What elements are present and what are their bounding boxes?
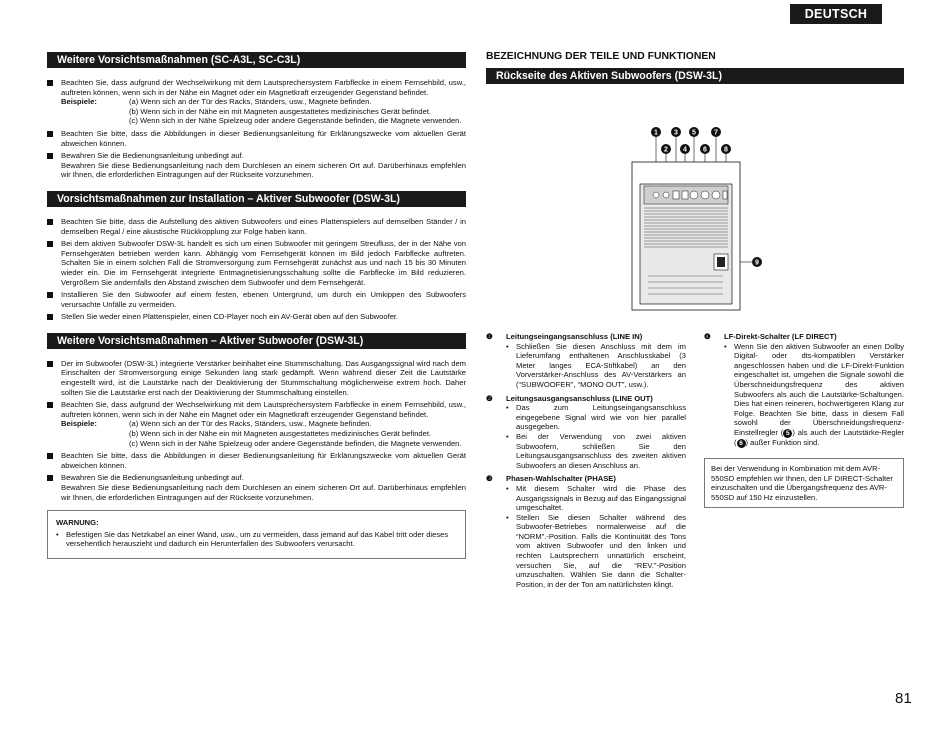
callout-7: 7 (714, 129, 718, 137)
warning-text: • Befestigen Sie das Netzkabel an einer Wand, usw., um zu vermeiden, dass jemand auf das Kabel tritt oder dieses versehentlich herauszieht und dadurch ein Herunterfallen des Subwoofers verursacht. (56, 530, 457, 549)
parts-heading: BEZEICHNUNG DER TEILE UND FUNKTIONEN (486, 51, 716, 62)
warning-title: WARNUNG: (56, 518, 99, 528)
parts-list (486, 332, 904, 593)
examples (61, 97, 466, 126)
section-title-subwoofer: Weitere Vorsichtsmaßnahmen – Aktiver Subwoofer (DSW-3L) (47, 333, 466, 349)
example-b: (b) Wenn sich in der Nähe ein mit Magneten ausgestattetes medizinisches Gerät befindet. (129, 106, 432, 116)
paragraph: Beachten Sie, dass aufgrund der Wechselwirkung mit dem Lautsprechersystem Farbflecke in einem Fernsehbild, usw., auftreten können, wenn sich in der Nähe ein Magnet oder ein Magnetkraft erzeugender Gegenstand befindet. (61, 78, 466, 97)
examples-label: Beispiele: (61, 419, 97, 429)
paragraph: Bewahren Sie die Bedienungsanleitung unbedingt auf. (61, 151, 244, 161)
paragraph: Bewahren Sie diese Bedienungsanleitung nach dem Durchlesen an einem sicheren Ort auf. Darüberhinaus empfehlen wir Ihnen, die erforderlichen Eintragungen auf der Rückseite vorzunehmen. (61, 483, 466, 502)
part-title: Leitungseingangsanschluss (LINE IN) (506, 332, 643, 341)
callout-9: 9 (755, 259, 759, 267)
part-bullet (724, 342, 904, 448)
bullet-text (47, 78, 466, 126)
example-a: (a) Wenn sich an der Tür des Racks, Ständers, usw., Magnete befinden. (129, 419, 372, 429)
callout-8: 8 (724, 146, 728, 154)
part-item (486, 394, 686, 471)
section-title-installation: Vorsichtsmaßnahmen zur Installation – Aktiver Subwoofer (DSW-3L) (47, 191, 466, 207)
section-title-rear-panel: Rückseite des Aktiven Subwoofers (DSW-3L) (486, 68, 904, 84)
right-column (486, 51, 904, 589)
bullet-text-b: ) als auch der Lautstärke-Regler ( (734, 427, 904, 447)
part-title: Leitungsausgangsanschluss (LINE OUT) (506, 393, 653, 403)
part-item (486, 474, 686, 589)
bullet-text: Installieren Sie den Subwoofer auf einem festen, ebenen Untergrund, um durch ein Umkippen des Subwoofers verursachte Unfälle zu vermeiden. (47, 290, 466, 309)
callout-2: 2 (664, 146, 668, 154)
section-title-sc: Weitere Vorsichtsmaßnahmen (SC-A3L, SC-C3L) (47, 52, 466, 68)
examples (61, 419, 466, 448)
parts-column-right (704, 332, 904, 593)
part-title: Phasen-Wahlschalter (PHASE) (506, 474, 616, 484)
parts-column-left (486, 332, 686, 593)
callout-6: 6 (703, 146, 707, 154)
example-b: (b) Wenn sich in der Nähe ein mit Magneten ausgestattetes medizinisches Gerät befindet. (129, 429, 432, 439)
examples-label: Beispiele: (61, 97, 97, 107)
part-title: LF-Direkt-Schalter (LF DIRECT) (724, 332, 837, 341)
part-number: ❷ (486, 393, 493, 403)
example-c: (c) Wenn sich in der Nähe Spielzeug oder andere Gegenstände befinden, die Magnete verwenden. (129, 116, 462, 126)
note-box: Bei der Verwendung in Kombination mit dem AVR-550SD empfehlen wir Ihnen, den LF DIRECT-Schalter einzuschalten und die Übergangsfrequenz des AVR-550SD auf 150 Hz einzustellen. (704, 458, 904, 508)
bullet-text: Beachten Sie bitte, dass die Aufstellung des aktiven Subwoofers und eines Plattenspielers auf demselben Ständer / in demselben Regal / eine akustische Rückkopplung zur Folge haben kann. (47, 217, 466, 236)
page-number: 81 (895, 690, 912, 707)
part-number: ❶ (486, 332, 493, 341)
part-number: ❸ (486, 474, 493, 484)
callout-row-bottom (661, 144, 731, 154)
part-item (704, 332, 904, 448)
part-bullet: • Das zum Leitungseingangsanschluss eingegebene Signal wird wie von hier parallel ausgegeben. (506, 403, 686, 432)
language-tab: DEUTSCH (790, 4, 882, 24)
ref-6: 6 (737, 439, 746, 448)
bullet-text: Beachten Sie bitte, dass die Abbildungen in dieser Bedienungsanleitung für Erklärungszwecke vom aktuellen Gerät abweichen können. (47, 129, 466, 148)
example-a: (a) Wenn sich an der Tür des Racks, Ständers, usw., Magnete befinden. (129, 97, 372, 107)
callout-row-top (651, 127, 721, 137)
rear-panel-diagram (628, 126, 774, 316)
paragraph: Beachten Sie, dass aufgrund der Wechselwirkung mit dem Lautsprechersystem Farbflecke in einem Fernsehbild, usw., auftreten können, wenn sich in der Nähe ein Magnet oder ein Magnetkraft erzeugender Gegenstand befindet. (61, 400, 466, 419)
paragraph: Bewahren Sie diese Bedienungsanleitung nach dem Durchlesen an einem sicheren Ort auf. Darüberhinaus empfehlen wir Ihnen, die erforderlichen Eintragungen auf der Rückseite vorzunehmen. (61, 160, 466, 180)
bullet-text (47, 151, 466, 180)
bullet-text: Stellen Sie weder einen Plattenspieler, einen CD-Player noch ein AV-Gerät oben auf den Subwoofer. (47, 312, 466, 322)
bullet-text (47, 400, 466, 448)
callout-4: 4 (683, 146, 687, 154)
bullet-text-c: ) außer Funktion sind. (745, 437, 820, 447)
part-bullet: • Schließen Sie diesen Anschluss mit dem im Lieferumfang enthaltenen Anschlusskabel (3 Meter langes ECA-Stiftkabel) an den Vorverstärker-Anschluss des AV-Verstärkers an (“SUBWOOFER”, “MONO OUT”, usw.). (506, 342, 686, 390)
ref-5: 5 (783, 429, 792, 438)
part-bullet: • Mit diesem Schalter wird die Phase des Ausgangssignals in Bezug auf das Eingangssignal umgeschaltet. (506, 484, 686, 513)
bullet-text: Der im Subwoofer (DSW-3L) integrierte Verstärker beinhaltet eine Stummschaltung. Das Ausgangssignal wird nach dem Einschalten der Stromversorgung einige Sekunden lang stark gedämpft. Wenn während dieser Zeit die Lautstärke eingestellt wird, ist die Lautstärke nach der Deaktivierung der Stummschaltung möglicherweise extrem hoch. Daher sollten Sie die Lautstärke erst nach der Deaktivierung der Stummschaltung einstellen. (47, 359, 466, 397)
left-column (47, 52, 466, 559)
callout-5: 5 (692, 129, 696, 137)
part-bullet: • Stellen Sie diesen Schalter während des Subwoofer-Betriebes normalerweise auf die “NORM”.-Position. Falls die Kontinuität des Tons vom aktiven Subwoofer und den linken und rechten Lautsprechern unnatürlich erscheint, versuchen Sie, auf die “REV.”-Position umzuschalten. Wählen Sie dann die Schalter-Position, in der der Ton am natürlichsten klingt. (506, 513, 686, 590)
callout-1: 1 (654, 129, 658, 137)
bullet-text-a: Wenn Sie den aktiven Subwoofer an einen Dolby Digital- oder dts-kompatiblen Verstärker angeschlossen haben und die LF-Direkt-Funktion eingeschaltet ist, umgehen die Signale sowohl die Überschneidungsfrequenz des aktiven Subwoofers als auch die Lautstärke-Schaltungen. Dies hat einen reineren, hochwertigeren Klang zur Folge. Beachten Sie bitte, dass in diesem Fall sowohl der Überschneidungsfrequenz-Einstellregler ( (734, 341, 904, 437)
bullet-text (47, 473, 466, 502)
example-c: (c) Wenn sich in der Nähe Spielzeug oder andere Gegenstände befinden, die Magnete verwenden. (129, 438, 462, 448)
bullet-text: Beachten Sie bitte, dass die Abbildungen in dieser Bedienungsanleitung für Erklärungszwecke vom aktuellen Gerät abweichen können. (47, 451, 466, 470)
callout-3: 3 (674, 129, 678, 137)
part-bullet: • Bei der Verwendung von zwei aktiven Subwoofern, schließen Sie den Leitungsausgangsanschluss des zweiten aktiven Subwoofers an diesen Anschluss an. (506, 432, 686, 470)
warning-box (47, 510, 466, 559)
bullet-text: Bei dem aktiven Subwoofer DSW-3L handelt es sich um einen Subwoofer mit geringem Streufluss, der in der Nähe von Fernsehgeräten betrieben werden kann. Abhängig vom Fernsehgerät können im Bild jedoch Farbflecke auftreten. Schalten Sie in einem solchen Fall die Stromversorgung zum Fernsehgerät zunächst aus und nach 15 bis 30 Minuten wieder ein. Die im Fernsehgerät integrierte Entmagnetisierungsschaltung sollte die Farbflecke im Bild reduzieren. Vergrößern Sie andernfalls den Abstand zwischen dem Subwoofer und dem Fernsehgerät. (47, 239, 466, 287)
paragraph: Bewahren Sie die Bedienungsanleitung unbedingt auf. (61, 473, 244, 483)
part-number: ❹ (704, 332, 711, 341)
part-item (486, 332, 686, 390)
